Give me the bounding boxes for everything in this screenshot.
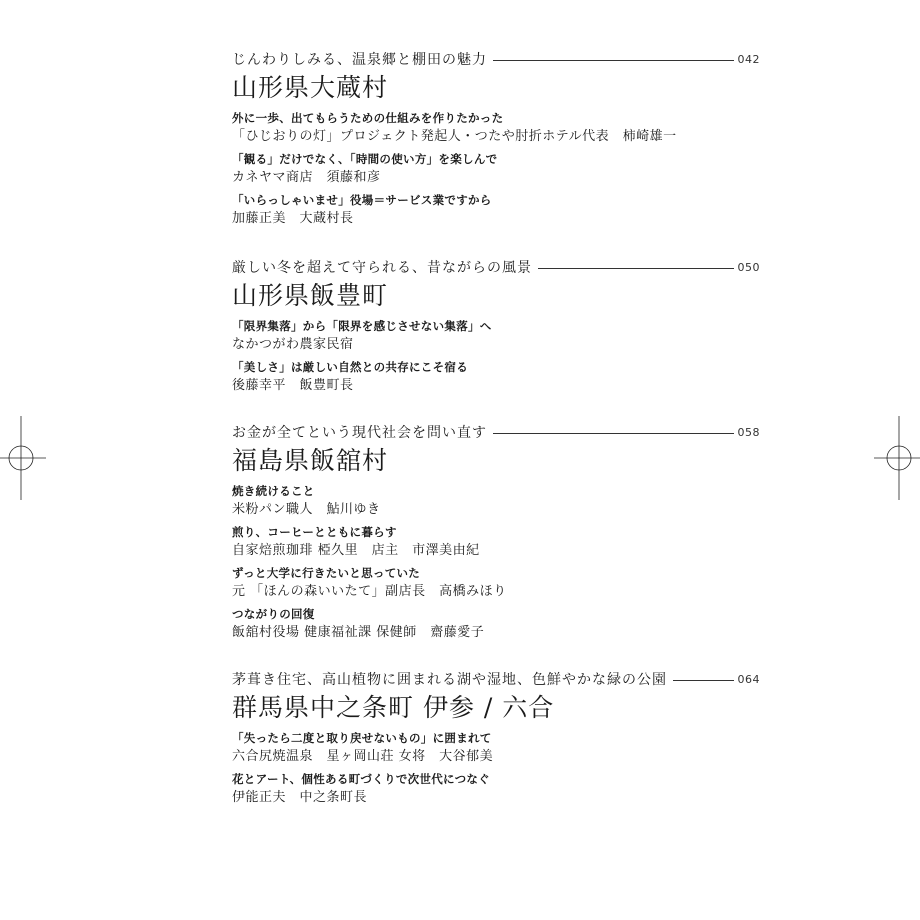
section-title: 山形県大蔵村 [232,73,389,102]
toc-entry [232,192,760,228]
toc-entry [232,318,760,354]
entry-author: 後藤幸平 飯豊町長 [232,378,354,393]
entry-heading: 「失ったら二度と取り戻せないもの」に囲まれて [232,731,492,745]
toc-section-okura [232,48,760,233]
entry-author: 六合尻焼温泉 星ヶ岡山荘 女将 大谷郁美 [232,749,494,764]
entry-heading: 「いらっしゃいませ」役場＝サービス業ですから [232,193,492,207]
entry-author: 加藤正美 大蔵村長 [232,211,354,226]
toc-entry [232,771,760,807]
entry-heading: つながりの回復 [232,607,315,621]
toc-entry [232,524,760,560]
page-number: 042 [737,53,760,66]
entry-author: なかつがわ農家民宿 [232,337,354,352]
registration-mark-left-icon [0,416,46,500]
entry-heading: 「限界集落」から「限界を感じさせない集落」へ [232,319,492,333]
toc-entry [232,359,760,395]
leader-rule [673,680,734,681]
toc-entry [232,730,760,766]
toc-entry [232,110,760,146]
section-header [232,421,760,445]
entry-author: 米粉パン職人 鮎川ゆき [232,502,381,517]
toc-section-iitate [232,421,760,647]
toc-entry [232,565,760,601]
page-number: 058 [737,426,760,439]
section-header [232,48,760,72]
entry-heading: 煎り、コーヒーとともに暮らす [232,525,397,539]
section-title: 山形県飯豊町 [232,281,389,310]
entry-heading: 外に一歩、出てもらうための仕組みを作りたかった [232,111,504,125]
section-subtitle: お金が全てという現代社会を問い直す [232,425,487,441]
entry-heading: ずっと大学に行きたいと思っていた [232,566,421,580]
entry-author: 飯舘村役場 健康福祉課 保健師 齋藤愛子 [232,625,485,640]
entry-author: 自家焙煎珈琲 椏久里 店主 市澤美由紀 [232,543,480,558]
section-title: 福島県飯舘村 [232,446,389,475]
entry-author: 「ひじおりの灯」プロジェクト発起人・つたや肘折ホテル代表 柿崎雄一 [232,129,677,144]
entry-heading: 「観る」だけでなく、「時間の使い方」を楽しんで [232,152,498,166]
page-number: 064 [737,673,760,686]
section-header [232,668,760,692]
entry-author: カネヤマ商店 須藤和彦 [232,170,381,185]
entry-heading: 花とアート、個性ある町づくりで次世代につなぐ [232,772,490,786]
toc-entry [232,151,760,187]
toc-entry [232,606,760,642]
toc-entry [232,483,760,519]
section-header [232,256,760,280]
registration-mark-right-icon [874,416,920,500]
entry-heading: 焼き続けること [232,484,315,498]
entry-author: 伊能正夫 中之条町長 [232,790,368,805]
leader-rule [493,60,734,61]
leader-rule [538,268,734,269]
entry-author: 元 「ほんの森いいたて」副店長 高橋みほり [232,584,507,599]
toc-section-iide [232,256,760,400]
toc-section-nakanojo [232,668,760,812]
section-subtitle: 茅葺き住宅、高山植物に囲まれる湖や湿地、色鮮やかな緑の公園 [232,672,667,688]
entry-heading: 「美しさ」は厳しい自然との共存にこそ宿る [232,360,468,374]
section-subtitle: 厳しい冬を超えて守られる、昔ながらの風景 [232,260,532,276]
leader-rule [493,433,734,434]
page-number: 050 [737,261,760,274]
section-subtitle: じんわりしみる、温泉郷と棚田の魅力 [232,52,487,68]
section-title: 群馬県中之条町 伊参 / 六合 [232,693,555,722]
